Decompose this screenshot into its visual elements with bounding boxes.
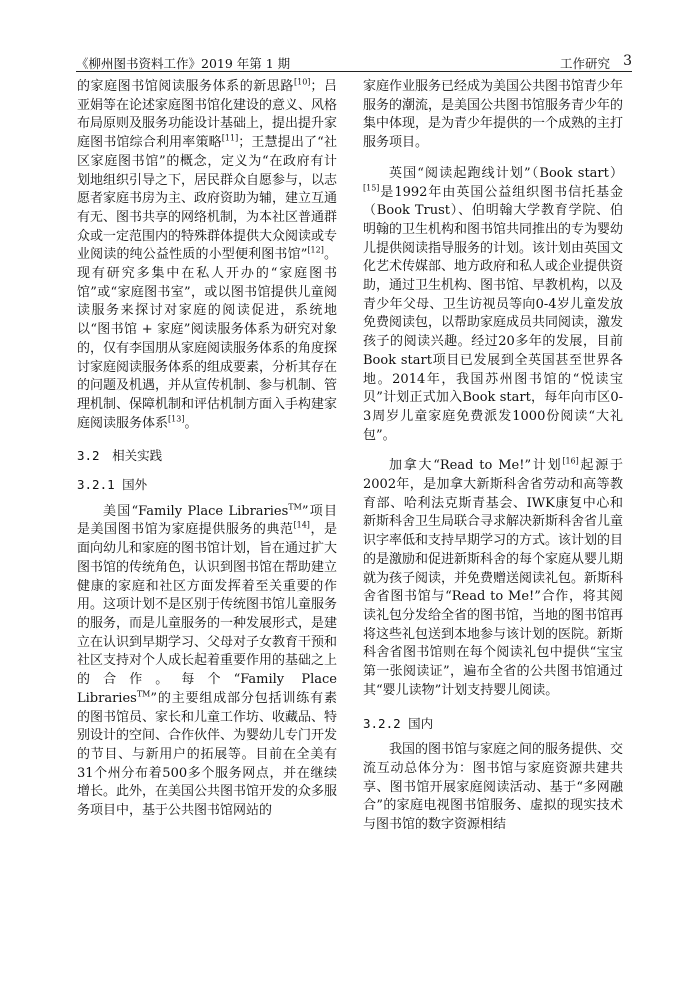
paragraph-bookstart <box>363 165 623 446</box>
running-header <box>76 52 632 72</box>
page-number: 3 <box>623 53 632 69</box>
text-run: 起源于2002年，是加拿大新斯科舍省劳动和高等教育部、哈利法克斯青基会、IWK康复中心和新斯科舍卫生局联合寻求解决新斯科舍省儿童识字率低和支持早期学习的方式。该计划的目的是激励和促进新斯科舍的每个家庭从婴儿期就为孩子阅读，并免费赠送阅读礼包。新斯科舍省图书馆与“Read to Me!”合作，将其阅读礼包分发给全省的图书馆，当地的图书馆再将这些礼包送到本地参与该计划的医院。新斯科舍省图书馆则在每个阅读礼包中提供“宝宝第一张阅读证”，遍布全省的公共图书馆通过其“婴儿读物”计划支持婴儿阅读。 <box>363 458 624 698</box>
text-run: ”项目是美国图书馆为家庭提供服务的典范 <box>77 503 337 538</box>
citation-ref: [16] <box>562 457 579 467</box>
section-heading-3-2-2: 3.2.2 国内 <box>363 715 434 731</box>
text-run: 。现有研究多集中在私人开办的“家庭图书馆”或“家庭图书室”，或以图书馆提供儿童阅读服务来探讨对家庭的阅读促进，系统地以“图书馆 + 家庭”阅读服务体系为研究对象的，仅有李国朋从家庭阅读服务体系的角度探讨家庭阅读服务体系的组成要素，分析其存在的问题及机遇，并从宣传机制、参与机制、管理机制、保障机制和评估机制方面入手构建家庭阅读服务体系 <box>77 247 338 431</box>
section-heading-3-2: 3.2 相关实践 <box>77 448 163 464</box>
right-column <box>363 78 623 835</box>
trademark-mark: TM <box>288 502 302 512</box>
text-run: ；吕亚娟等在论述家庭图书馆化建设的意义、风格布局原则及服务功能设计基础上，提出提升家庭图书馆综合利用率策略 <box>77 79 338 151</box>
citation-ref: [12] <box>307 246 324 255</box>
paragraph-family-place-libraries <box>77 503 337 821</box>
citation-ref: [13] <box>168 414 185 424</box>
citation-ref: [15] <box>363 183 380 193</box>
left-column <box>77 78 337 821</box>
citation-ref: [10] <box>294 77 311 87</box>
journal-title: 《柳州图书资料工作》2019 年第 1 期 <box>76 56 291 71</box>
text-run: 加拿大“Read to Me!”计划 <box>389 458 563 474</box>
citation-ref: [14] <box>293 521 310 531</box>
paragraph-domestic-practice: 我国的图书馆与家庭之间的服务提供、交流互动总体分为：图书馆与家庭资源共建共享、图书馆开展家庭阅读活动、基于“多网融合”的家庭电视图书馆服务、虚拟的现实技术与图书馆的数字资源相结 <box>363 742 624 833</box>
text-run: 英国“阅读起跑线计划”（Book start） <box>389 165 623 181</box>
section-name: 工作研究 <box>559 56 610 71</box>
citation-ref: [11] <box>221 133 239 143</box>
paragraph-read-to-me <box>363 457 623 700</box>
text-run: ”的主要组成部分包括训练有素的图书馆员、家长和儿童工作坊、收藏品、特别设计的空间、合作伙伴、为婴幼儿专门开发的节目、与新用户的拓展等。目前在全美有31个州分布着500多个服务网点，并在继续增长。此外，在美国公共图书馆开发的众多服务项目中，基于公共图书馆网站的 <box>77 690 338 819</box>
text-run: 的家庭图书馆阅读服务体系的新思路 <box>77 79 294 94</box>
paragraph-research-review <box>77 78 337 433</box>
text-run: ；王慧提出了“社区家庭图书馆”的概念，定义为“在政府有计划地组织引导之下，居民群众自愿参与，以志愿者家庭书房为主、政府资助为辅，建立互通有无、图书共享的网络机制，为本社区普通群众或一定范围内的特殊群体提供大众阅读或专业阅读的纯公益性质的小型便利图书馆” <box>77 135 338 263</box>
text-run: 是1992年由英国公益组织图书信托基金（Book Trust）、伯明翰大学教育学院、伯明翰的卫生机构和图书馆共同推出的专为婴幼儿提供阅读指导服务的计划。该计划由英国文化艺术传媒部、地方政府和私人或企业提供资助，通过卫生机构、图书馆、早教机构，以及青少年父母、卫生访视员等向0-4岁儿童发放免费阅读包，以帮助家庭成员共同阅读，激发孩子的阅读兴趣。经过20多年的发展，目前Book start项目已发展到全英国甚至世界各地。2014年，我国苏州图书馆的“悦读宝贝”计划正式加入Book start，每年向市区0-3周岁儿童家庭免费派发1000份阅读“大礼包”。 <box>363 184 624 443</box>
text-run: 美国“Family Place Libraries <box>103 503 289 519</box>
section-heading-3-2-1: 3.2.1 国外 <box>77 477 148 493</box>
trademark-mark: TM <box>136 689 151 699</box>
paragraph-homework-service: 家庭作业服务已经成为美国公共图书馆青少年服务的潮流，是美国公共图书馆服务青少年的集中体现，是为青少年提供的一个成熟的主打服务项目。 <box>363 79 624 151</box>
text-run: 。 <box>184 415 198 431</box>
text-run: ，是面向幼儿和家庭的图书馆计划，旨在通过扩大图书馆的传统角色，认识到图书馆在帮助建立健康的家庭和社区方面发挥着至关重要的作用。这项计划不是区别于传统图书馆儿童服务的服务，而是儿童服务的一种发展形式，是建立在认识到早期学习、父母对子女教育干预和社区支持对个人成长起着重要作用的基础之上的合作。每个“Family Place Libraries <box>77 522 338 706</box>
